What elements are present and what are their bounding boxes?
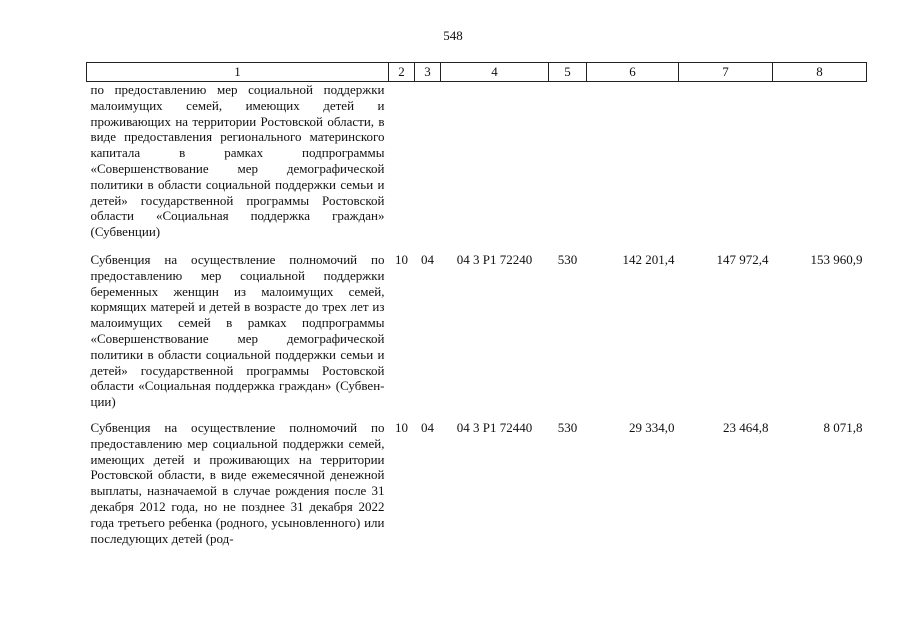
header-row <box>87 63 867 82</box>
row-section: 10 <box>395 419 408 435</box>
table-row <box>87 82 867 252</box>
row-section <box>389 82 415 252</box>
row-subsection: 04 <box>421 419 434 435</box>
row-expense-type <box>549 82 587 252</box>
header-col-3: 3 <box>415 63 441 82</box>
row-value-col6 <box>587 82 679 252</box>
row-description: Субвенция на осуществление полномочий по предоставлению мер социальной поддержки беременных женщин из малоимущих семей, кормящих матерей и детей в возрасте до трех лет из малоимущих семей в рамках подпрограммы «Совершенствование мер демографической политики в области социальной поддержки семьи и детей» государственной программы Ростовской области «Социальная поддержка граждан» (Субвенции) <box>90 251 385 410</box>
header-col-4: 4 <box>441 63 549 82</box>
row-target-article <box>441 82 549 252</box>
row-target-article: 04 3 P1 72240 <box>456 251 533 267</box>
table-row <box>87 252 867 420</box>
row-section: 10 <box>395 251 408 267</box>
table-row <box>87 420 867 556</box>
row-subsection: 04 <box>421 251 434 267</box>
row-value-col8: 8 071,8 <box>823 419 863 435</box>
budget-table <box>86 62 867 556</box>
row-value-col8 <box>773 82 867 252</box>
header-col-6: 6 <box>587 63 679 82</box>
row-value-col7 <box>679 82 773 252</box>
header-col-5: 5 <box>549 63 587 82</box>
row-description: Субвенция на осуществление полномочий по предоставлению мер социальной поддержки семей, имеющих детей и проживающих на территории Ростовской области, в виде ежемесячной денежной выплаты, назначаемой в случае рождения после 31 декабря 2012 года, но не позднее 31 декабря 2022 года третьего ребенка (родного, усыновленного) или последующих детей (род- <box>90 419 385 546</box>
row-value-col7: 147 972,4 <box>716 251 769 267</box>
row-subsection <box>415 82 441 252</box>
row-expense-type: 530 <box>557 419 578 435</box>
row-value-col6: 29 334,0 <box>629 419 675 435</box>
row-description: по предоставлению мер социальной поддержки малоимущих семей, имеющих детей и проживающих на территории Ростовской области, в виде предоставления регионального материнского капитала в рамках подпрограммы «Совершенствование мер демографической политики в области социальной поддержки семьи и детей» государственной программы Ростовской области «Социальная поддержка граждан» (Субвенции) <box>90 82 385 240</box>
page-number: 548 <box>443 28 463 43</box>
row-target-article: 04 3 P1 72440 <box>456 419 533 435</box>
row-value-col6: 142 201,4 <box>622 251 675 267</box>
row-value-col7: 23 464,8 <box>723 419 769 435</box>
header-col-8: 8 <box>773 63 867 82</box>
row-value-col8: 153 960,9 <box>810 251 863 267</box>
header-col-2: 2 <box>389 63 415 82</box>
header-col-1: 1 <box>87 63 389 82</box>
row-expense-type: 530 <box>557 251 578 267</box>
header-col-7: 7 <box>679 63 773 82</box>
